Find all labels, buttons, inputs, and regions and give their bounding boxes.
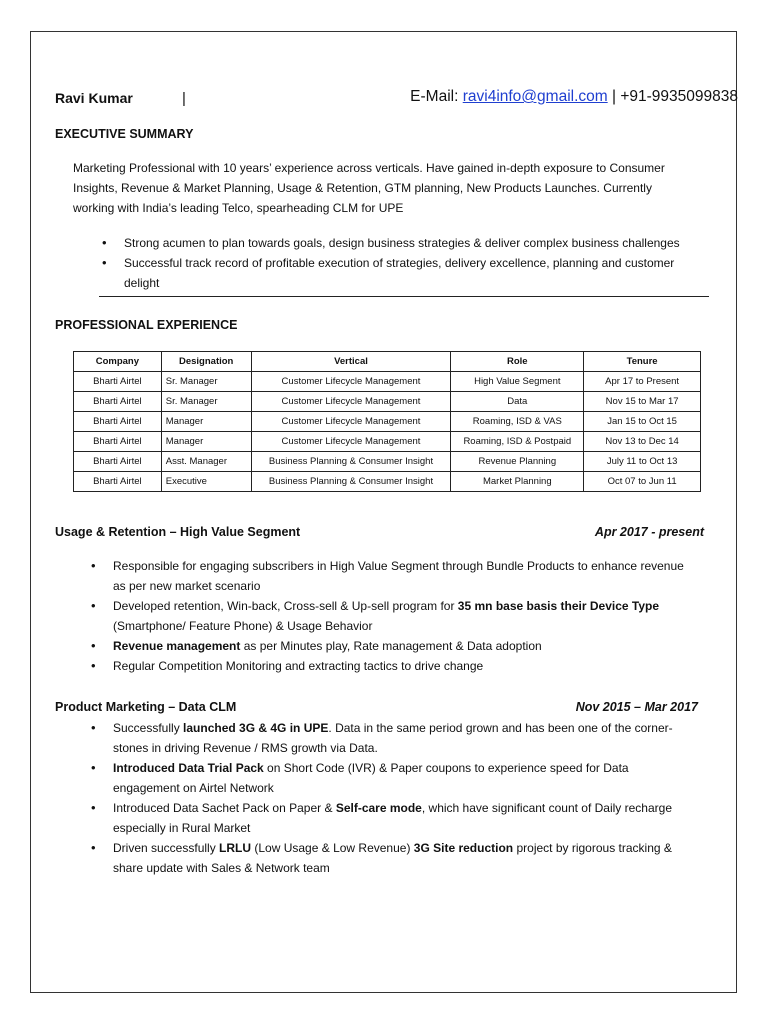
column-header: Vertical [251, 352, 451, 372]
cell-vertical: Customer Lifecycle Management [251, 432, 451, 452]
cell-tenure: Jan 15 to Oct 15 [584, 412, 701, 432]
cell-designation: Asst. Manager [161, 452, 251, 472]
bullet-text: Introduced Data Sachet Pack on Paper & [113, 801, 336, 815]
bullet-text: as per Minutes play, Rate management & Data adoption [240, 639, 542, 653]
divider [99, 296, 709, 297]
phone-separator: | [611, 88, 617, 105]
bullet-text: Driven successfully [113, 841, 220, 855]
bullet-text: Successfully [113, 721, 184, 735]
summary-line-3: working with India’s leading Telco, spearheading CLM for UPE [73, 201, 404, 215]
bullet-bold: launched 3G & 4G in UPE [183, 721, 329, 735]
table-row [74, 392, 701, 412]
list-item: • Regular Competition Monitoring and extracting tactics to drive change [89, 656, 689, 676]
column-header: Tenure [584, 352, 701, 372]
cell-tenure: July 11 to Oct 13 [584, 452, 701, 472]
email-label: E-Mail: [410, 88, 459, 105]
bullet-text: . Data in the same period grown and has been one of the corner-stones in driving Revenue / RMS growth via Data. [113, 721, 673, 755]
cell-role: Roaming, ISD & Postpaid [451, 432, 584, 452]
cell-role: Roaming, ISD & VAS [451, 412, 584, 432]
cell-vertical: Business Planning & Consumer Insight [251, 472, 451, 492]
list-item: • Successful track record of profitable execution of strategies, delivery excellence, planning and customer delight [100, 253, 684, 293]
cell-designation: Executive [161, 472, 251, 492]
summary-bullets [100, 233, 720, 293]
list-item: • Responsible for engaging subscribers in High Value Segment through Bundle Products to enhance revenue as per new market scenario [89, 556, 689, 596]
cell-role: Market Planning [451, 472, 584, 492]
summary-heading: EXECUTIVE SUMMARY [55, 127, 194, 141]
summary-line-2: Insights, Revenue & Market Planning, Usage & Retention, GTM planning, New Products Launches. Currently [73, 181, 652, 195]
summary-line-1: Marketing Professional with 10 years’ experience across verticals. Have gained in-depth exposure to Consumer [73, 161, 665, 175]
table-row [74, 432, 701, 452]
cell-tenure: Nov 15 to Mar 17 [584, 392, 701, 412]
bullet-bold: Introduced Data Trial Pack [113, 761, 264, 775]
section-usage-title: Usage & Retention – High Value Segment [55, 525, 301, 539]
list-item [89, 718, 697, 758]
bullet-text: Developed retention, Win-back, Cross-sell & Up-sell program for [113, 599, 458, 613]
cell-company: Bharti Airtel [74, 452, 162, 472]
section-usage-date: Apr 2017 - present [594, 525, 704, 539]
resume-page [30, 31, 737, 993]
cell-tenure: Apr 17 to Present [584, 372, 701, 392]
column-header: Designation [161, 352, 251, 372]
cell-vertical: Customer Lifecycle Management [251, 372, 451, 392]
cell-vertical: Customer Lifecycle Management [251, 412, 451, 432]
name-separator: | [182, 90, 186, 107]
bullet-bold: 3G Site reduction [413, 841, 514, 855]
list-item [89, 798, 697, 838]
column-header: Role [451, 352, 584, 372]
email-link[interactable]: ravi4info@gmail.com [462, 88, 608, 105]
cell-role: Revenue Planning [451, 452, 584, 472]
data-bullets [89, 718, 697, 878]
bullet-bold: 35 mn base basis their Device Type [457, 599, 660, 613]
section-data-title: Product Marketing – Data CLM [55, 700, 237, 714]
bullet-text: on Short Code (IVR) & Paper coupons to experience speed for Data engagement on Airtel Network [113, 761, 629, 795]
cell-company: Bharti Airtel [74, 372, 162, 392]
bullet-text: project by rigorous tracking & share update with Sales & Network team [113, 841, 672, 875]
column-header: Company [74, 352, 162, 372]
cell-company: Bharti Airtel [74, 432, 162, 452]
cell-vertical: Business Planning & Consumer Insight [251, 452, 451, 472]
table-row [74, 472, 701, 492]
cell-company: Bharti Airtel [74, 412, 162, 432]
cell-designation: Manager [161, 432, 251, 452]
section-data-date: Nov 2015 – Mar 2017 [575, 700, 698, 714]
cell-designation: Sr. Manager [161, 372, 251, 392]
bullet-text: (Smartphone/ Feature Phone) & Usage Behavior [113, 619, 373, 633]
list-item [89, 758, 697, 798]
table-row [74, 412, 701, 432]
cell-company: Bharti Airtel [74, 472, 162, 492]
bullet-bold: LRLU [219, 841, 252, 855]
experience-table [73, 351, 701, 492]
bullet-bold: Revenue management [113, 639, 241, 653]
cell-tenure: Oct 07 to Jun 11 [584, 472, 701, 492]
experience-heading: PROFESSIONAL EXPERIENCE [55, 318, 238, 332]
candidate-name: Ravi Kumar [55, 90, 133, 106]
cell-company: Bharti Airtel [74, 392, 162, 412]
table-header-row [74, 352, 701, 372]
bullet-text: , which have significant count of Daily recharge especially in Rural Market [113, 801, 672, 835]
cell-tenure: Nov 13 to Dec 14 [584, 432, 701, 452]
bullet-text: (Low Usage & Low Revenue) [251, 841, 414, 855]
table-row [74, 372, 701, 392]
list-item [89, 838, 697, 878]
cell-designation: Sr. Manager [161, 392, 251, 412]
table-row [74, 452, 701, 472]
phone-number: +91-9935099838 [620, 88, 738, 105]
list-item [89, 596, 689, 636]
bullet-bold: Self-care mode [335, 801, 422, 815]
cell-vertical: Customer Lifecycle Management [251, 392, 451, 412]
cell-role: Data [451, 392, 584, 412]
cell-designation: Manager [161, 412, 251, 432]
list-item [89, 636, 689, 656]
list-item: • Strong acumen to plan towards goals, design business strategies & deliver complex business challenges [100, 233, 720, 253]
cell-role: High Value Segment [451, 372, 584, 392]
usage-bullets [89, 556, 689, 676]
contact-line [410, 88, 738, 106]
